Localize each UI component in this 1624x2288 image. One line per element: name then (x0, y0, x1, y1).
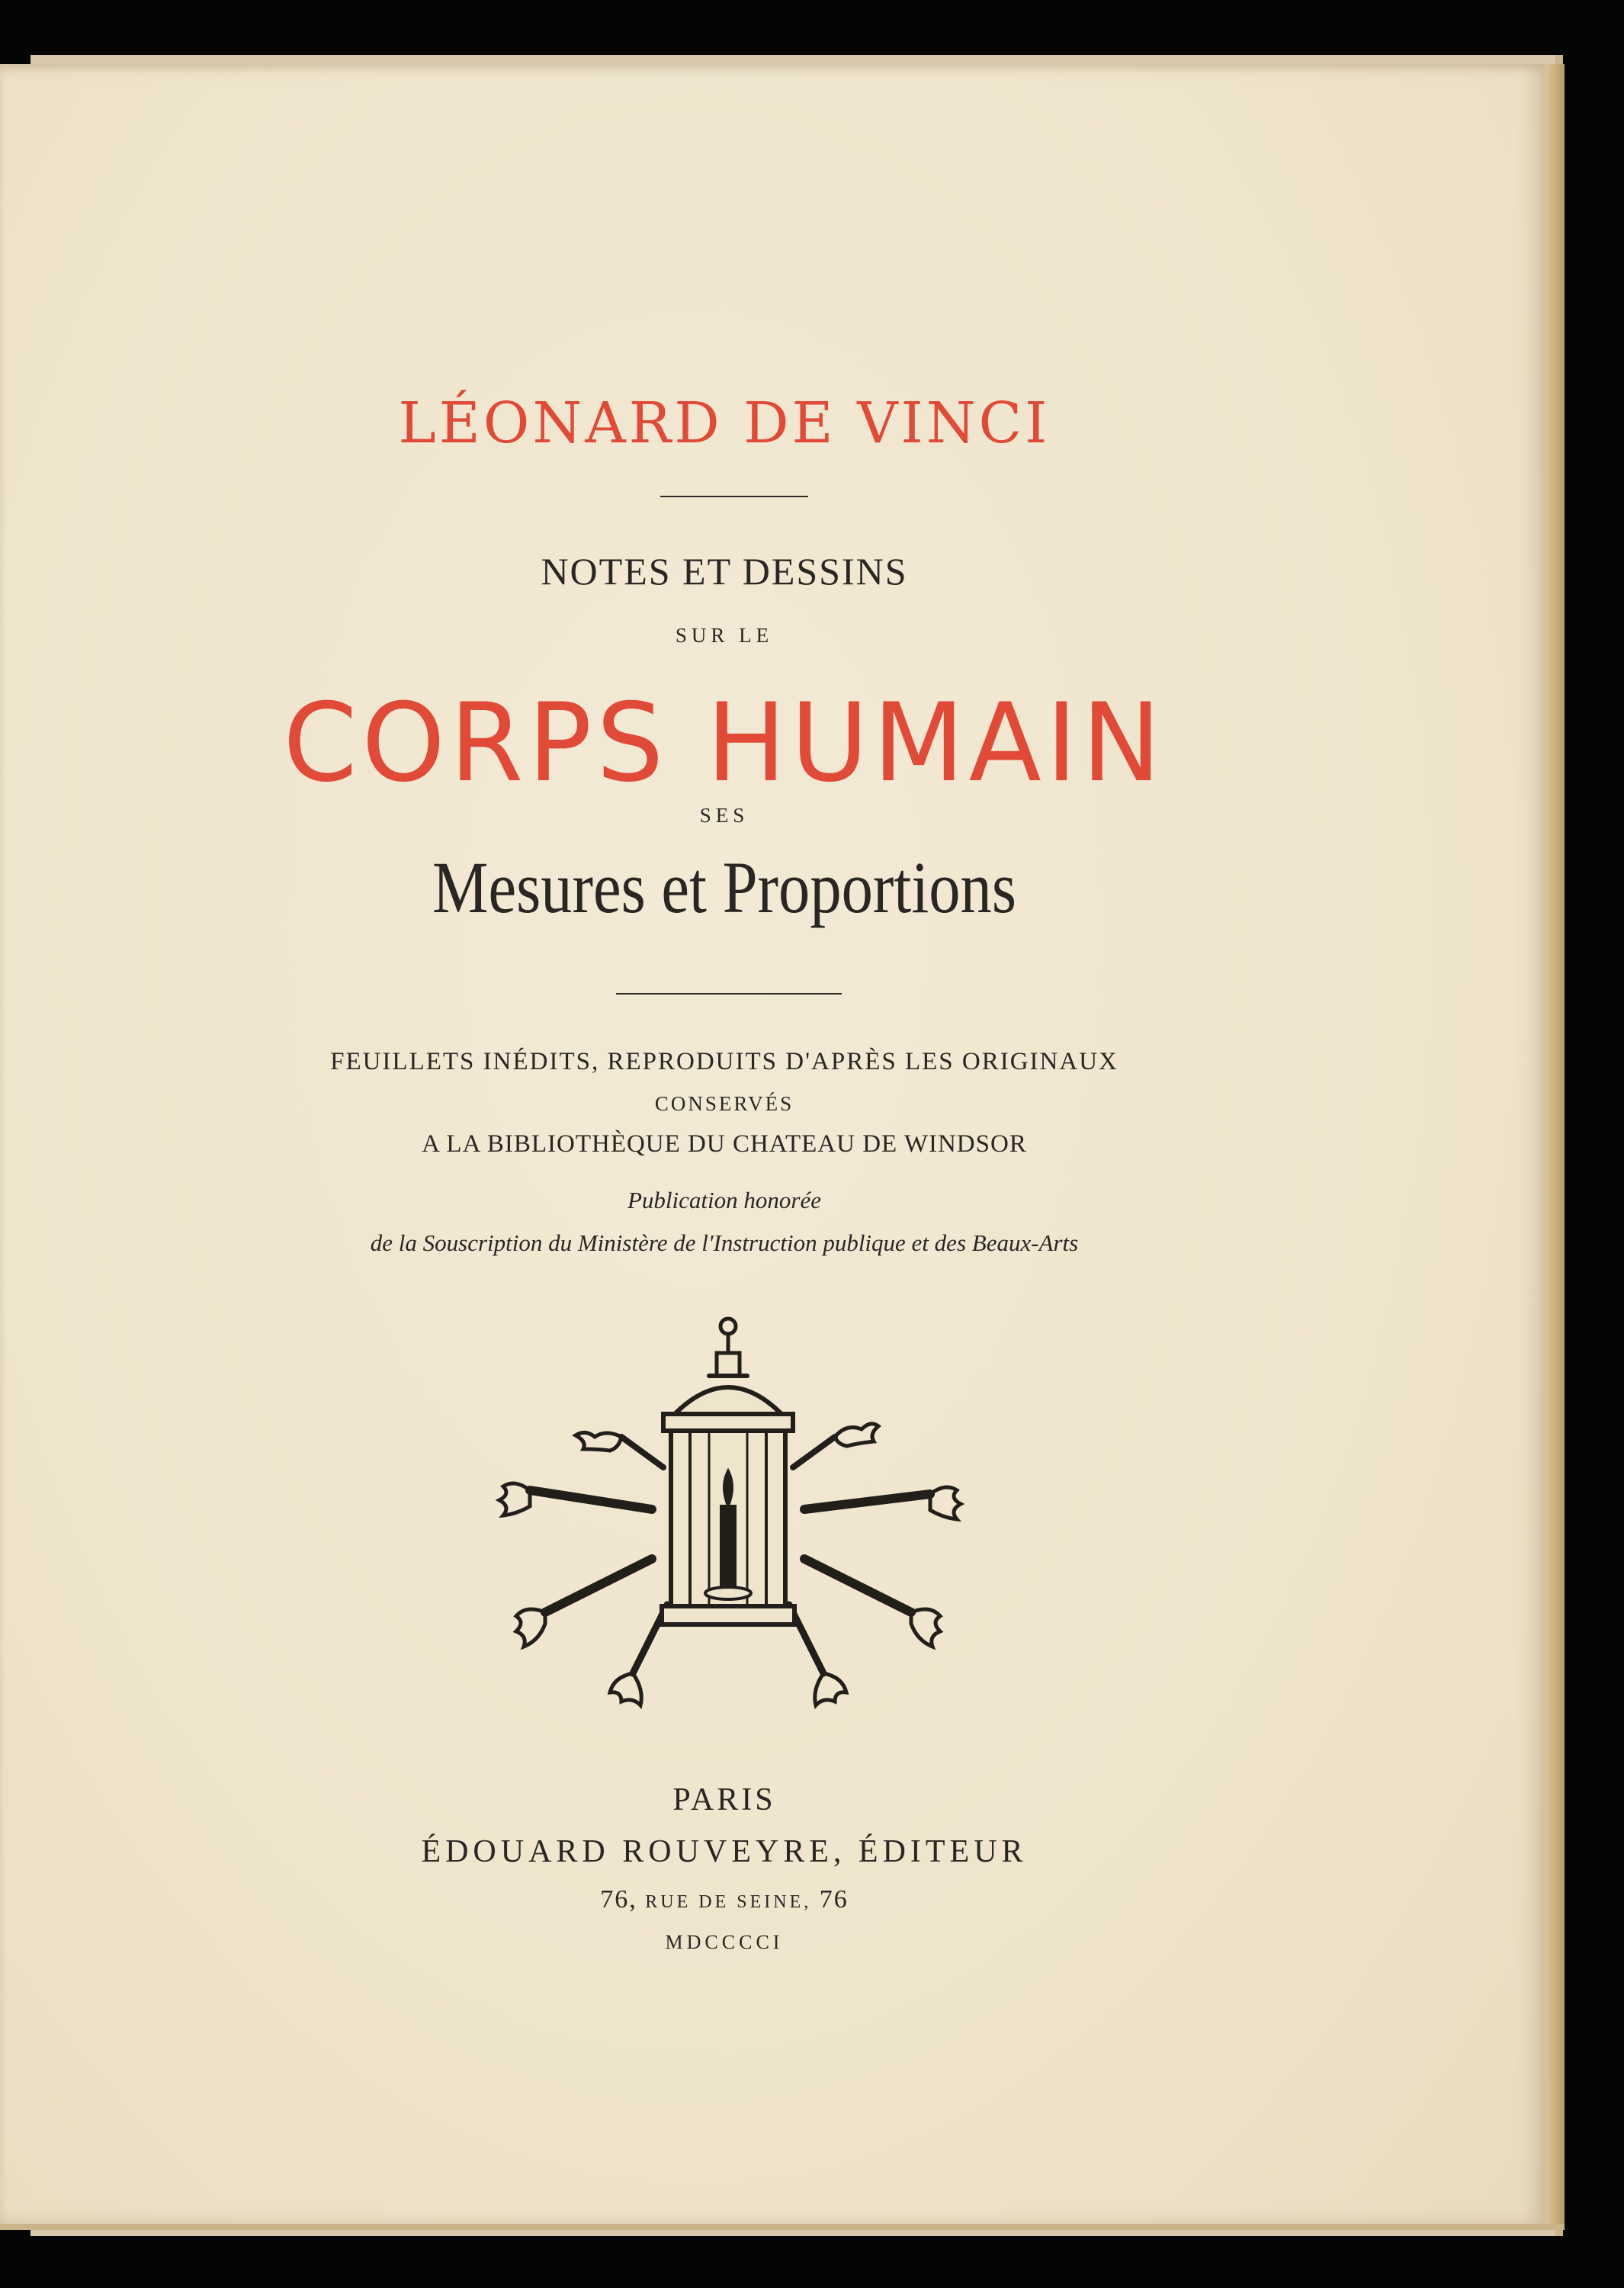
description-line-2: CONSERVÉS (654, 1092, 794, 1115)
address-number-2: 76 (819, 1885, 849, 1914)
main-title: CORPS HUMAIN (283, 680, 1166, 806)
page-edge-bottom (0, 2224, 1565, 2230)
imprint-publisher: ÉDOUARD ROUVEYRE, ÉDITEUR (421, 1834, 1028, 1869)
publication-note-1: Publication honorée (627, 1187, 821, 1213)
imprint-city: PARIS (672, 1782, 776, 1817)
page-edge-right (1545, 64, 1565, 2224)
imprint-year: MDCCCCI (665, 1931, 784, 1953)
title-page (0, 64, 1545, 2224)
address-street: RUE DE SEINE, (645, 1892, 812, 1912)
description-line-1: FEUILLETS INÉDITS, REPRODUITS D'APRÈS LES ORIGINAUX (330, 1048, 1119, 1075)
lantern-device-icon (488, 1315, 968, 1711)
divider-rule-top (660, 496, 808, 497)
title-line-sur-le: SUR LE (675, 624, 774, 647)
author-name: LÉONARD DE VINCI (398, 390, 1051, 456)
description-line-3: A LA BIBLIOTHÈQUE DU CHATEAU DE WINDSOR (422, 1130, 1027, 1158)
imprint-address (0, 1885, 1449, 1914)
divider-rule-middle (616, 993, 842, 995)
title-line-notes: NOTES ET DESSINS (541, 550, 908, 593)
title-line-ses: SES (699, 804, 749, 827)
address-number-1: 76, (600, 1885, 637, 1914)
publication-note-2: de la Souscription du Ministère de l'Instruction publique et des Beaux-Arts (370, 1229, 1079, 1256)
subtitle: Mesures et Proportions (432, 847, 1016, 928)
